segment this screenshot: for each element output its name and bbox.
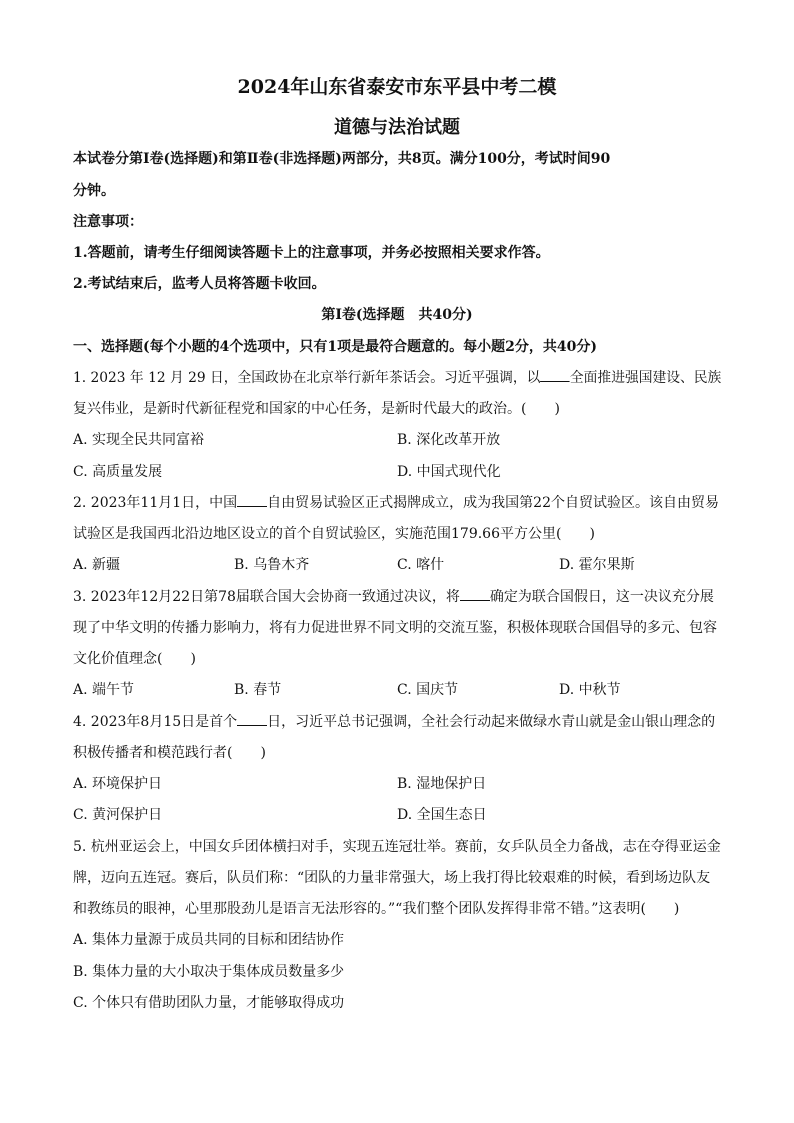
question-1-text-a: 1. 2023 年 12 月 29 日，全国政协在北京举行新年茶话会。习近平强调，以 <box>73 370 541 386</box>
question-2-option-a: A. 新疆 <box>73 557 121 573</box>
exam-subtitle: 道德与法治试题 <box>334 117 460 138</box>
question-2-option-b: B. 乌鲁木齐 <box>234 557 310 573</box>
question-5-line-2: 牌，迈向五连冠。赛后，队员们称：“团队的力量非常强大，场上我打得比较艰难的时候，看到场边队友 <box>73 870 711 886</box>
question-3-text-a: 3. 2023年12月22日第78届联合国大会协商一致通过决议，将 <box>73 589 460 605</box>
question-3-option-a: A. 端午节 <box>73 682 135 698</box>
question-4-text-a: 4. 2023年8月15日是首个 <box>73 714 238 730</box>
question-3-text-b: 确定为联合国假日，这一决议充分展 <box>489 589 714 605</box>
question-2-text-a: 2. 2023年11月1日，中国 <box>73 495 238 511</box>
question-2-option-c: C. 喀什 <box>397 557 445 573</box>
exam-title: 2024年山东省泰安市东平县中考二模 <box>237 76 557 98</box>
question-3-option-d: D. 中秋节 <box>559 682 621 698</box>
question-2-text-b: 自由贸易试验区正式揭牌成立，成为我国第22个自贸试验区。该自由贸易 <box>267 495 719 511</box>
question-1-option-b: B. 深化改革开放 <box>397 432 501 448</box>
intro-line-1: 本试卷分第Ⅰ卷(选择题)和第Ⅱ卷(非选择题)两部分，共8页。满分100分，考试时间90 <box>73 151 611 167</box>
question-3-line-3: 文化价值理念( ) <box>73 651 196 667</box>
answer-blank <box>237 712 267 726</box>
question-3-line-2: 现了中华文明的传播力影响力，将有力促进世界不同文明的交流互鉴，积极体现联合国倡导的多元、包容 <box>73 620 717 636</box>
question-5-option-b: B. 集体力量的大小取决于集体成员数量多少 <box>73 964 345 980</box>
question-5-option-c: C. 个体只有借助团队力量，才能够取得成功 <box>73 995 345 1011</box>
question-1-text-b: 全面推进强国建设、民族 <box>569 370 722 386</box>
question-2-line-2: 试验区是我国西北沿边地区设立的首个自贸试验区，实施范围179.66平方公里( ) <box>73 526 595 542</box>
question-1-option-a: A. 实现全民共同富裕 <box>73 432 205 448</box>
question-4-line-2: 积极传播者和模范践行者( ) <box>73 745 266 761</box>
question-5-line-3: 和教练员的眼神，心里那股劲儿是语言无法形容的。”“我们整个团队发挥得非常不错。”这表明( ) <box>73 901 680 917</box>
question-3-line-1 <box>73 587 714 607</box>
notes-heading: 注意事项： <box>73 214 143 230</box>
question-2-option-d: D. 霍尔果斯 <box>559 557 635 573</box>
question-4-option-d: D. 全国生态日 <box>397 807 487 823</box>
question-4-option-c: C. 黄河保护日 <box>73 807 163 823</box>
question-4-option-b: B. 湿地保护日 <box>397 776 487 792</box>
question-5-line-1: 5. 杭州亚运会上，中国女乒团体横扫对手，实现五连冠壮举。赛前，女乒队员全力备战，志在夺得亚运金 <box>73 839 721 855</box>
answer-blank <box>460 587 490 601</box>
answer-blank <box>237 493 267 507</box>
question-1-option-c: C. 高质量发展 <box>73 464 163 480</box>
question-2-line-1 <box>73 493 719 513</box>
section-heading: 一、选择题(每个小题的4个选项中，只有1项是最符合题意的。每小题2分，共40分) <box>73 339 597 355</box>
question-1-line-2: 复兴伟业，是新时代新征程党和国家的中心任务，是新时代最大的政治。( ) <box>73 401 560 417</box>
question-3-option-b: B. 春节 <box>234 682 282 698</box>
question-4-option-a: A. 环境保护日 <box>73 776 163 792</box>
question-1-option-d: D. 中国式现代化 <box>397 464 501 480</box>
question-5-option-a: A. 集体力量源于成员共同的目标和团结协作 <box>73 932 345 948</box>
question-4-line-1 <box>73 712 715 732</box>
part-title: 第Ⅰ卷(选择题 共40分) <box>321 307 473 323</box>
answer-blank <box>540 368 569 382</box>
question-4-text-b: 日，习近平总书记强调，全社会行动起来做绿水青山就是金山银山理念的 <box>267 714 716 730</box>
intro-line-2: 分钟。 <box>73 183 115 199</box>
question-1-line-1 <box>73 368 721 388</box>
note-item-2: 2.考试结束后，监考人员将答题卡收回。 <box>73 276 326 292</box>
question-3-option-c: C. 国庆节 <box>397 682 459 698</box>
note-item-1: 1.答题前，请考生仔细阅读答题卡上的注意事项，并务必按照相关要求作答。 <box>73 245 550 261</box>
